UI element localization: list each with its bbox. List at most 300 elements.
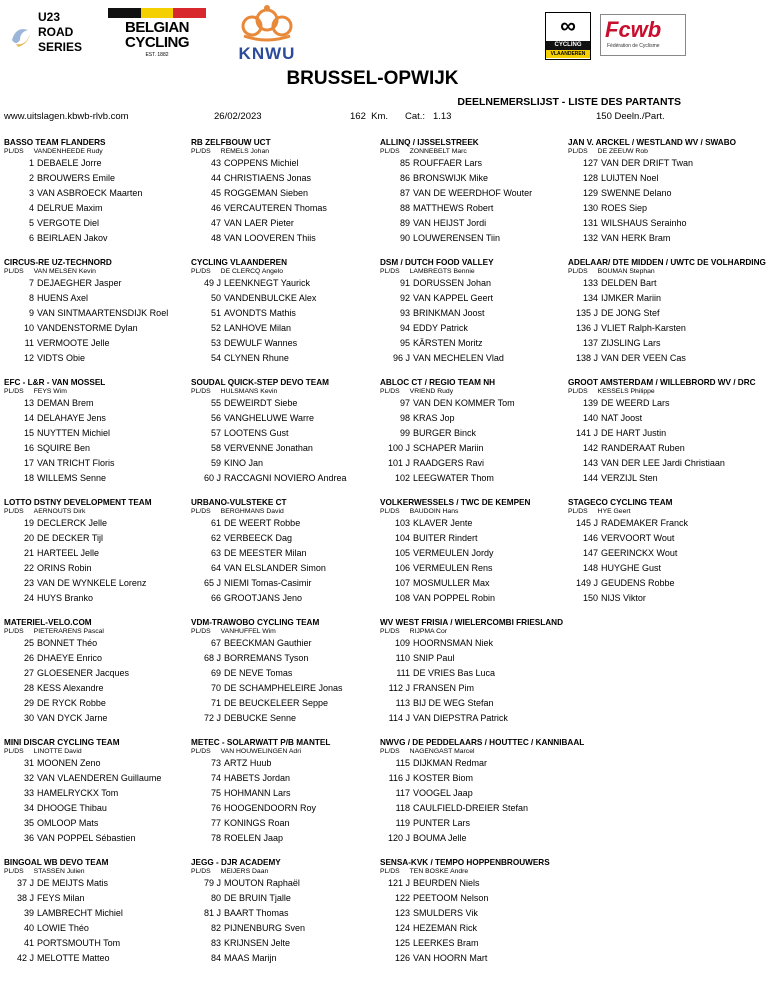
rider-number: 130 [582,203,598,213]
team-block [380,378,566,486]
rider-row [191,321,377,336]
rider-row [380,231,566,246]
rider-row [191,426,377,441]
team-name: GROOT AMSTERDAM / WILLEBRORD WV / DRC [568,378,756,387]
rider-row [191,891,377,906]
rider-name: VANDENSTORME Dylan [37,323,138,333]
rider-row [191,906,377,921]
est-text: EST. 1882 [145,52,169,58]
rider-row [380,186,566,201]
rider-row [4,216,190,231]
rider-row [191,756,377,771]
rider-row [380,921,566,936]
rider-number: 38 J [16,893,34,903]
rider-number: 81 J [203,908,221,918]
rider-number: 107 [394,578,410,588]
team-block [568,258,766,366]
rider-name: VAN LAER Pieter [224,218,294,228]
rider-name: BONNET Théo [37,638,98,648]
rider-name: KRAS Jop [413,413,455,423]
rider-name: DHAEYE Enrico [37,653,103,663]
rider-number: 35 [23,818,34,828]
rider-number: 50 [210,293,221,303]
rider-name: KESS Alexandre [37,683,104,693]
director-name: HULSMANS Kevin [220,388,278,395]
director-name: REMELS Johan [220,148,270,155]
vlaanderen-text: VLAANDEREN [546,50,590,58]
rider-number: 71 [210,698,221,708]
rider-name: VAN VLAENDEREN Guillaume [37,773,162,783]
rider-row [568,351,754,366]
rider-name: MOONEN Zeno [37,758,101,768]
cycling-vl-text: CYCLING [546,41,590,50]
rider-name: WILSHAUS Serainho [601,218,687,228]
rider-name: DE RYCK Robbe [37,698,106,708]
team-director [191,148,377,156]
rider-row [568,201,754,216]
rider-number: 29 [23,698,34,708]
rider-row [568,291,754,306]
rider-row [568,471,754,486]
rider-name: VAN TRICHT Floris [37,458,115,468]
rider-row [4,771,190,786]
rider-number: 88 [399,203,410,213]
rider-number: 24 [23,593,34,603]
team-block [191,618,377,726]
team-name: JEGG - DJR ACADEMY [191,858,281,867]
rider-name: DE HART Justin [601,428,667,438]
rider-name: DHOOGE Thibau [37,803,107,813]
team-block [568,378,754,486]
rider-name: MATTHEWS Robert [413,203,494,213]
rider-name: MAAS Marijn [224,953,277,963]
rider-row [380,636,566,651]
rider-row [380,891,566,906]
rider-number: 8 [28,293,34,303]
rider-name: VERMEULEN Rens [413,563,493,573]
rider-name: DE JONG Stef [601,308,660,318]
rider-name: VERZIJL Sten [601,473,658,483]
rider-number: 82 [210,923,221,933]
team-block [191,258,377,366]
rider-number: 106 [394,563,410,573]
rider-name: DEBAELE Jorre [37,158,102,168]
team-block [191,498,377,606]
rider-name: HOHMANN Lars [224,788,291,798]
rider-name: HABETS Jordan [224,773,291,783]
director-name: KESSELS Philippe [597,388,655,395]
rider-number: 52 [210,323,221,333]
rider-name: KONINGS Roan [224,818,290,828]
rider-row [380,441,566,456]
rider-name: GROOTJANS Jeno [224,593,303,603]
director-name: DE ZEEUW Rob [597,148,648,155]
rider-row [568,426,754,441]
team-name: DSM / DUTCH FOOD VALLEY [380,258,494,267]
pl-ds-label: PL/DS [380,388,400,395]
rider-number: 131 [582,218,598,228]
rider-number: 26 [23,653,34,663]
rider-name: LOUWERENSEN Tiin [413,233,501,243]
rider-row [4,156,190,171]
pl-ds-label: PL/DS [191,868,211,875]
rider-number: 145 J [575,518,598,528]
rider-number: 73 [210,758,221,768]
team-block [4,858,190,966]
rider-row [380,576,566,591]
rider-name: HUYGHE Gust [601,563,662,573]
rider-row [4,456,190,471]
rider-name: LOWIE Théo [37,923,89,933]
rider-number: 97 [399,398,410,408]
rider-name: BEIRLAEN Jakov [37,233,108,243]
rider-name: DEJAEGHER Jasper [37,278,122,288]
rider-row [191,711,377,726]
rider-name: VAN ELSLANDER Simon [224,563,326,573]
rider-name: BEURDEN Niels [413,878,480,888]
rider-row [191,411,377,426]
rider-row [191,921,377,936]
rider-name: SNIP Paul [413,653,455,663]
rider-name: RAADGERS Ravi [413,458,485,468]
rider-number: 117 [395,788,410,798]
team-block [380,498,566,606]
team-name: RB ZELFBOUW UCT [191,138,271,147]
pl-ds-label: PL/DS [4,268,24,275]
rider-row [191,396,377,411]
rider-name: VERVOORT Wout [601,533,675,543]
rider-name: SQUIRE Ben [37,443,91,453]
director-name: DE CLERCQ Angelo [220,268,283,275]
director-name: TEN BOSKE Andre [409,868,469,875]
rider-row [4,831,190,846]
rider-number: 146 [582,533,598,543]
rider-row [191,156,377,171]
rider-row [380,276,566,291]
team-name: SENSA-KVK / TEMPO HOPPENBROUWERS [380,858,550,867]
rider-name: DE WEERD Lars [601,398,670,408]
pl-ds-label: PL/DS [4,388,24,395]
rider-number: 31 [23,758,34,768]
fcwb-text: Fcwb [605,17,662,42]
rider-name: DE BRUIN Tjalle [224,893,291,903]
rider-number: 123 [394,908,410,918]
rider-row [191,831,377,846]
rider-row [191,516,377,531]
rider-row [191,696,377,711]
rider-row [4,636,190,651]
rider-row [568,156,754,171]
rider-name: HUYS Branko [37,593,94,603]
page-subtitle: DEELNEMERSLIJST - LISTE DES PARTANTS [457,96,681,108]
page-title: BRUSSEL-OPWIJK [286,68,459,89]
rider-number: 44 [210,173,221,183]
team-block [191,138,377,246]
rider-number: 137 [582,338,598,348]
rider-row [380,156,566,171]
rider-number: 83 [210,938,221,948]
rider-row [380,411,566,426]
rider-name: VAN POPPEL Robin [413,593,496,603]
rider-name: VERMOOTE Jelle [37,338,110,348]
director-name: FEYS Wim [33,388,67,395]
team-director [191,508,377,516]
pl-ds-label: PL/DS [380,868,400,875]
rider-row [4,171,190,186]
pl-ds-label: PL/DS [191,268,211,275]
rider-name: MOUTON Raphaël [224,878,300,888]
rider-name: RADEMAKER Franck [601,518,689,528]
rider-number: 7 [28,278,34,288]
rider-number: 108 [394,593,410,603]
rider-number: 17 [23,458,34,468]
rider-row [568,546,754,561]
rider-name: ZIJSLING Lars [601,338,661,348]
rider-number: 63 [210,548,221,558]
rider-row [4,591,190,606]
infinity-icon: ∞ [560,13,576,38]
rider-number: 55 [210,398,221,408]
rider-row [4,426,190,441]
rider-row [4,906,190,921]
rider-number: 47 [210,218,221,228]
rider-name: VIDTS Obie [37,353,86,363]
rider-number: 122 [394,893,410,903]
rider-row [568,441,754,456]
race-date: 26/02/2023 [214,111,262,122]
team-name: URBANO-VULSTEKE CT [191,498,287,507]
team-name: ALLINQ / IJSSELSTREEK [380,138,479,147]
u23-road-series-logo [6,8,86,58]
team-director [380,748,566,756]
rider-row [380,651,566,666]
rider-number: 32 [23,773,34,783]
rider-name: MELOTTE Matteo [37,953,110,963]
rider-number: 121 J [387,878,410,888]
rider-number: 19 [23,518,34,528]
rider-number: 112 J [388,683,410,693]
rider-name: KINO Jan [224,458,264,468]
rider-row [380,771,566,786]
rider-number: 61 [210,518,221,528]
rider-row [4,666,190,681]
rider-number: 110 [395,653,410,663]
rider-name: KÄRSTEN Moritz [413,338,483,348]
rider-number: 48 [210,233,221,243]
rider-row [568,576,754,591]
rider-row [568,321,754,336]
pl-ds-label: PL/DS [568,148,588,155]
rider-row [191,546,377,561]
rider-row [380,321,566,336]
team-block [4,618,190,726]
team-name: WV WEST FRISIA / WIELERCOMBI FRIESLAND [380,618,563,627]
rider-number: 98 [399,413,410,423]
rider-name: VAN ASBROECK Maarten [37,188,143,198]
rider-number: 142 [582,443,598,453]
rider-name: HAMELRYCKX Tom [37,788,119,798]
rider-row [380,876,566,891]
team-block [380,618,566,726]
rider-row [568,561,754,576]
rider-number: 21 [23,548,34,558]
rider-number: 87 [399,188,410,198]
rider-name: LEERKES Bram [413,938,479,948]
rider-number: 126 [394,953,410,963]
rider-row [4,411,190,426]
rider-name: BROUWERS Emile [37,173,116,183]
rider-number: 2 [28,173,34,183]
director-name: LAMBREGTS Bennie [409,268,475,275]
rider-number: 78 [210,833,221,843]
rider-number: 127 [582,158,598,168]
team-block [4,138,190,246]
rider-name: VERMEULEN Jordy [413,548,494,558]
rider-row [191,336,377,351]
director-name: VAN HOUWELINGEN Adri [220,748,301,755]
rider-number: 57 [210,428,221,438]
rider-name: LANHOVE Milan [224,323,292,333]
rider-name: VOOGEL Jaap [413,788,473,798]
rider-name: VAN DE WEERDHOF Wouter [413,188,533,198]
rider-name: VAN HOORN Mart [413,953,488,963]
rider-name: BAART Thomas [224,908,289,918]
rider-name: GEERINCKX Wout [601,548,678,558]
rider-name: ORINS Robin [37,563,92,573]
rider-row [380,291,566,306]
cycling-vlaanderen-logo [545,12,591,60]
team-director [4,148,190,156]
rider-row [380,531,566,546]
pl-ds-label: PL/DS [4,868,24,875]
rider-name: ROELEN Jaap [224,833,284,843]
director-name: VRIEND Rudy [409,388,454,395]
rider-row [191,771,377,786]
rider-number: 128 [582,173,598,183]
team-director [191,628,377,636]
rider-name: BUITER Rindert [413,533,478,543]
director-name: NAGENGAST Marcel [409,748,475,755]
rider-name: VERVENNE Jonathan [224,443,313,453]
rider-name: NIEMI Tomas-Casimir [224,578,312,588]
rider-name: VAN SINTMAARTENSDIJK Roel [37,308,169,318]
rider-row [191,276,377,291]
director-name: ZONNEBELT Marc [409,148,467,155]
rider-name: VAN HERK Bram [601,233,671,243]
rider-number: 65 J [203,578,221,588]
belgian-text: BELGIAN [125,19,189,36]
rider-number: 43 [210,158,221,168]
rider-row [380,591,566,606]
rider-number: 104 [394,533,410,543]
team-block [191,378,377,486]
rider-row [4,471,190,486]
rider-name: VAN KAPPEL Geert [413,293,494,303]
rider-row [191,816,377,831]
knwu-crown-icon [232,4,302,44]
pl-ds-label: PL/DS [568,388,588,395]
rider-row [380,666,566,681]
rider-row [4,816,190,831]
rider-name: EDDY Patrick [413,323,468,333]
race-category: Cat.: 1.13 [405,111,452,122]
rider-row [380,951,566,966]
rider-number: 147 [582,548,598,558]
rider-name: DEBUCKE Senne [224,713,297,723]
pl-ds-label: PL/DS [380,508,400,515]
team-director [4,388,190,396]
director-name: BOUMAN Stephan [597,268,655,275]
rider-name: DEWULF Wannes [224,338,298,348]
rider-name: PIJNENBURG Sven [224,923,306,933]
rider-number: 36 [23,833,34,843]
pl-ds-label: PL/DS [380,628,400,635]
rider-number: 124 [394,923,410,933]
pl-ds-label: PL/DS [4,628,24,635]
rider-number: 77 [210,818,221,828]
rider-row [380,906,566,921]
rider-number: 94 [399,323,410,333]
belgian-cycling-logo [108,8,206,60]
team-name: STAGECO CYCLING TEAM [568,498,673,507]
rider-row [4,891,190,906]
rider-name: ROES Siep [601,203,648,213]
rider-name: VAN DER VEEN Cas [601,353,686,363]
rider-number: 59 [210,458,221,468]
team-name: METEC - SOLARWATT P/B MANTEL [191,738,331,747]
rider-name: VLIET Ralph-Karsten [601,323,686,333]
rider-row [4,321,190,336]
rider-name: NUYTTEN Michiel [37,428,111,438]
rider-number: 4 [28,203,34,213]
rider-name: CLYNEN Rhune [224,353,289,363]
rider-number: 134 [582,293,598,303]
website-link[interactable]: www.uitslagen.kbwb-rlvb.com [4,111,129,122]
participant-count: 150 Deeln./Part. [596,111,665,122]
rider-number: 91 [399,278,410,288]
rider-name: BOUMA Jelle [413,833,467,843]
rider-name: DEWEIRDT Siebe [224,398,298,408]
rider-row [4,531,190,546]
team-block [380,858,566,966]
rider-row [191,351,377,366]
rider-name: DE BEUCKELEER Seppe [224,698,329,708]
rider-row [568,216,754,231]
rider-row [4,441,190,456]
rider-row [380,561,566,576]
rider-number: 40 [23,923,34,933]
rider-name: GEUDENS Robbe [601,578,675,588]
director-name: STASSEN Julien [33,868,85,875]
rider-row [191,801,377,816]
rider-row [568,336,754,351]
fcwb-sub-text: Fédération de Cyclisme [607,43,660,49]
rider-number: 51 [210,308,221,318]
pl-ds-label: PL/DS [191,628,211,635]
rider-row [4,276,190,291]
director-name: MEIJERS Daan [220,868,269,875]
team-block [380,138,566,246]
rider-row [4,561,190,576]
rider-row [380,201,566,216]
rider-number: 119 [395,818,410,828]
rider-row [4,876,190,891]
rider-number: 103 [394,518,410,528]
rider-number: 54 [210,353,221,363]
rider-row [568,186,754,201]
rider-number: 74 [210,773,221,783]
rider-name: KRIJNSEN Jelte [224,938,291,948]
